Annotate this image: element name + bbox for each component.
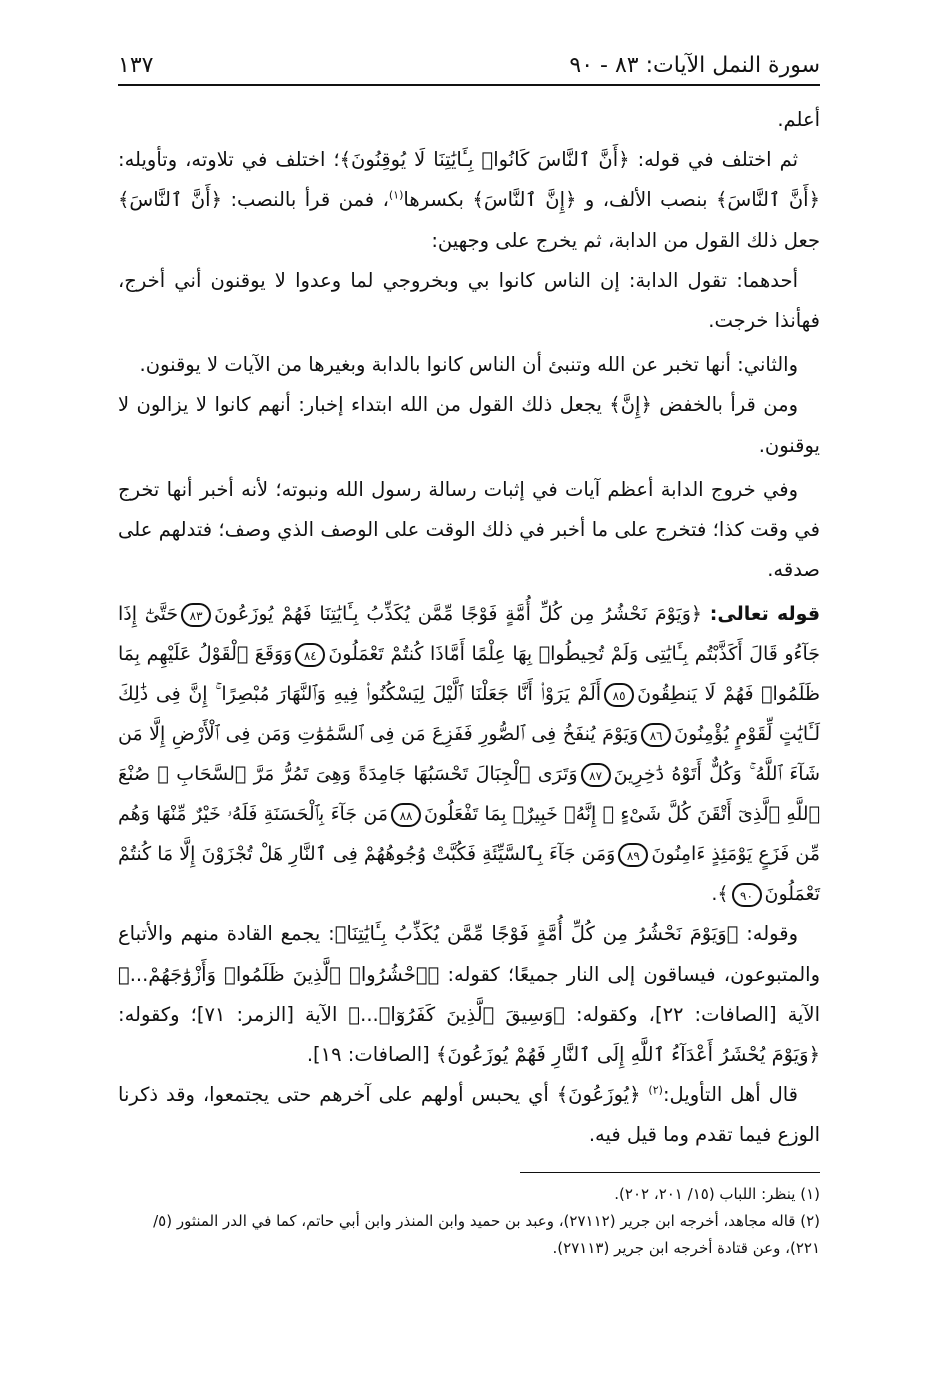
paragraph: [118, 1075, 820, 1155]
footnote-item: (٢) قاله مجاهد، أخرجه ابن جرير (٢٧١١٢)، وعبد بن حميد وابن المنذر وابن أبي حاتم، كما في الدر المنثور (٥/ ٢٢١)، وعن قتادة أخرجه ابن جرير (٢٧١١٣).: [153, 1211, 820, 1257]
ayah-marker: ٨٦: [641, 723, 671, 747]
paragraph: [118, 140, 820, 261]
verse-text: وَوَقَعَ ٱلْقَوْلُ عَلَيْهِم بِمَا ظَلَمُوا۟ فَهُمْ لَا يَنطِقُونَ: [118, 643, 820, 706]
paragraph: ومن قرأ بالخفض ﴿إِنَّ﴾ يجعل ذلك القول من الله ابتداء إخبار: أنهم كانوا لا يزالون لا يوقنون.: [118, 393, 820, 457]
verse-text: وَتَرَى ٱلْجِبَالَ تَحْسَبُهَا جَامِدَةً وَهِىَ تَمُرُّ مَرَّ ٱلسَّحَابِ ۚ صُنْعَ ٱللَّهِ ٱلَّذِىٓ أَتْقَنَ كُلَّ شَىْءٍ ۚ إِنَّهُۥ خَبِيرٌۢ بِمَا تَفْعَلُونَ: [118, 763, 820, 826]
book-page: [118, 48, 820, 1348]
running-header: [118, 48, 820, 86]
footnotes: [118, 1181, 820, 1262]
paragraph-text: قال أهل التأويل:: [662, 1083, 798, 1107]
footnote-ref-2[interactable]: (٢): [648, 1083, 663, 1097]
ayah-marker: ٩٠: [732, 883, 762, 907]
quran-verses-block: [118, 594, 820, 914]
verse-lead: قوله تعالى:: [709, 603, 821, 626]
footnote-item: (١) ينظر: اللباب (١٥/ ٢٠١، ٢٠٢).: [614, 1184, 820, 1203]
footnote-divider: [520, 1172, 820, 1173]
verse-close: ﴾.: [711, 883, 729, 906]
verse-text: وَمَن جَآءَ بِٱلسَّيِّئَةِ فَكُبَّتْ وُجُوهُهُمْ فِى ٱلنَّارِ هَلْ تُجْزَوْنَ إِلَّا مَا كُنتُمْ تَعْمَلُونَ: [118, 843, 820, 906]
surah-title: سورة النمل الآيات: ٨٣ - ٩٠: [569, 53, 820, 78]
ayah-marker: ٨٨: [391, 803, 421, 827]
paragraph: وفي خروج الدابة أعظم آيات في إثبات رسالة رسول الله ونبوته؛ لأنه أخبر أنها تخرج في وقت كذا؛ فتخرج على ما أخبر في ذلك الوقت على الوصف الذي وصف؛ فتدلهم على صدقه.: [118, 477, 820, 582]
paragraph-text: ، فمن قرأ بالنصب: ﴿أَنَّ ٱلنَّاسَ﴾ جعل ذلك القول من الدابة، ثم يخرج على وجهين:: [118, 188, 820, 252]
verse-text: ﴿وَيَوْمَ نَحْشُرُ مِن كُلِّ أُمَّةٍ فَوْجًا مِّمَّن يُكَذِّبُ بِـَٔايَٰتِنَا فَهُمْ يُوزَعُونَ: [214, 603, 703, 626]
ayah-marker: ٨٩: [618, 843, 648, 867]
verse-text: مَن جَآءَ بِٱلْحَسَنَةِ فَلَهُۥ خَيْرٌ مِّنْهَا وَهُم مِّن فَزَعٍ يَوْمَئِذٍ ءَامِنُونَ: [118, 803, 820, 866]
ayah-marker: ٨٣: [181, 603, 211, 627]
ayah-marker: ٨٧: [581, 763, 611, 787]
paragraph-text: ثم اختلف في قوله: ﴿أَنَّ ٱلنَّاسَ كَانُوا۟ بِـَٔايَٰتِنَا لَا يُوقِنُونَ﴾؛ اختلف في تلاوته، وتأويله: ﴿أَنَّ ٱلنَّاسَ﴾ بنصب الألف، و ﴿إِنَّ ٱلنَّاسَ﴾ بكسرها: [118, 148, 820, 212]
footnote-ref-1[interactable]: (١): [388, 188, 404, 202]
ayah-marker: ٨٥: [604, 683, 634, 707]
verse-text: أَلَمْ يَرَوْا۟ أَنَّا جَعَلْنَا ٱلَّيْلَ لِيَسْكُنُوا۟ فِيهِ وَٱلنَّهَارَ مُبْصِرًا ۚ إِنَّ فِى ذَٰلِكَ لَـَٔايَٰتٍ لِّقَوْمٍ يُؤْمِنُونَ: [118, 683, 820, 746]
page-number: ١٣٧: [118, 53, 154, 78]
verse-text: وَيَوْمَ يُنفَخُ فِى ٱلصُّورِ فَفَزِعَ مَن فِى ٱلسَّمَٰوَٰتِ وَمَن فِى ٱلْأَرْضِ إِلَّا مَن شَآءَ ٱللَّهُ ۚ وَكُلٌّ أَتَوْهُ دَٰخِرِينَ: [118, 723, 820, 786]
page-body: [118, 100, 820, 1156]
ayah-marker: ٨٤: [295, 643, 325, 667]
verse-text: حَتَّىٰٓ إِذَا جَآءُو قَالَ أَكَذَّبْتُم بِـَٔايَٰتِى وَلَمْ تُحِيطُوا۟ بِهَا عِلْمًا أَمَّاذَا كُنتُمْ تَعْمَلُونَ: [118, 603, 820, 666]
paragraph: وقوله: ﴿وَيَوْمَ نَحْشُرُ مِن كُلِّ أُمَّةٍ فَوْجًا مِّمَّن يُكَذِّبُ بِـَٔايَٰتِنَا﴾: يجمع القادة منهم والأتباع والمتبوعون، فيساقون إلى النار جميعًا؛ كقوله: ﴿ٱحْشُرُوا۟ ٱلَّذِينَ ظَلَمُوا۟ وَأَزْوَٰجَهُمْ...﴾ الآية [الصافات: ٢٢]، وكقوله: ﴿وَسِيقَ ٱلَّذِينَ كَفَرُوٓا۟...﴾ الآية [الزمر: ٧١]؛ وكقوله: ﴿وَيَوْمَ يُحْشَرُ أَعْدَآءُ ٱللَّهِ إِلَى ٱلنَّارِ فَهُمْ يُوزَعُونَ﴾ [الصافات: ١٩].: [118, 922, 821, 1067]
paragraph: أعلم.: [777, 108, 820, 131]
paragraph: والثاني: أنها تخبر عن الله وتنبئ أن الناس كانوا بالدابة وبغيرها من الآيات لا يوقنون.: [139, 353, 798, 377]
paragraph: أحدهما: تقول الدابة: إن الناس كانوا بي وبخروجي لما وعدوا لا يوقنون أني أخرج، فهأنذا خرجت.: [118, 268, 820, 333]
paragraph-text: ﴿يُوزَعُونَ﴾ أي يحبس أولهم على آخرهم حتى يجتمعوا، وقد ذكرنا الوزع فيما تقدم وما قيل فيه.: [118, 1083, 820, 1147]
